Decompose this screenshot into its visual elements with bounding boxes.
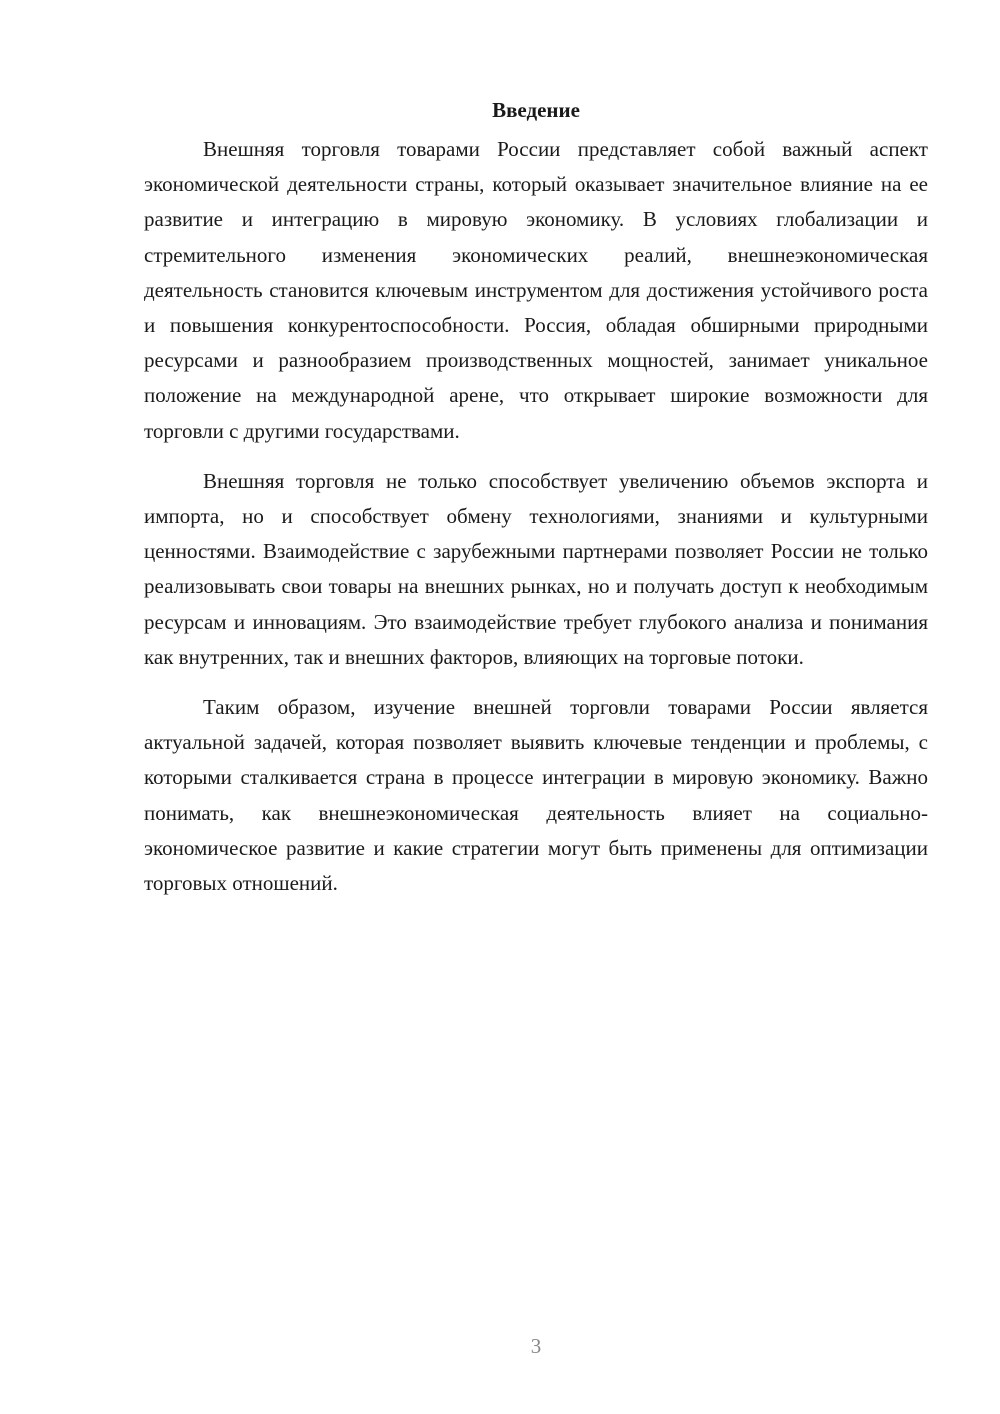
- paragraph-2: Внешняя торговля не только способствует увеличению объемов экспорта и импорта, но и способствует обмену технологиями, знаниями и культурными ценностями. Взаимодействие с зарубежными партнерами позволяет России не только реализовывать свои товары на внешних рынках, но и получать доступ к необходимым ресурсам и инновациям. Это взаимодействие требует глубокого анализа и понимания как внутренних, так и внешних факторов, влияющих на торговые потоки.: [144, 468, 928, 669]
- paragraph-1: Внешняя торговля товарами России представляет собой важный аспект экономической деятельности страны, который оказывает значительное влияние на ее развитие и интеграцию в мировую экономику. В условиях глобализации и стремительного изменения экономических реалий, внешнеэкономическая деятельность становится ключевым инструментом для достижения устойчивого роста и повышения конкурентоспособности. Россия, обладая обширными природными ресурсами и разнообразием производственных мощностей, занимает уникальное положение на международной арене, что открывает широкие возможности для торговли с другими государствами.: [144, 137, 928, 443]
- paragraph-3: Таким образом, изучение внешней торговли товарами России является актуальной задачей, которая позволяет выявить ключевые тенденции и проблемы, с которыми сталкивается страна в процессе интеграции в мировую экономику. Важно понимать, как внешнеэкономическая деятельность влияет на социально-экономическое развитие и какие стратегии могут быть применены для оптимизации торговых отношений.: [144, 695, 928, 896]
- page-number: 3: [530, 1334, 542, 1358]
- document-body: [144, 96, 928, 901]
- section-heading: Введение: [492, 98, 580, 122]
